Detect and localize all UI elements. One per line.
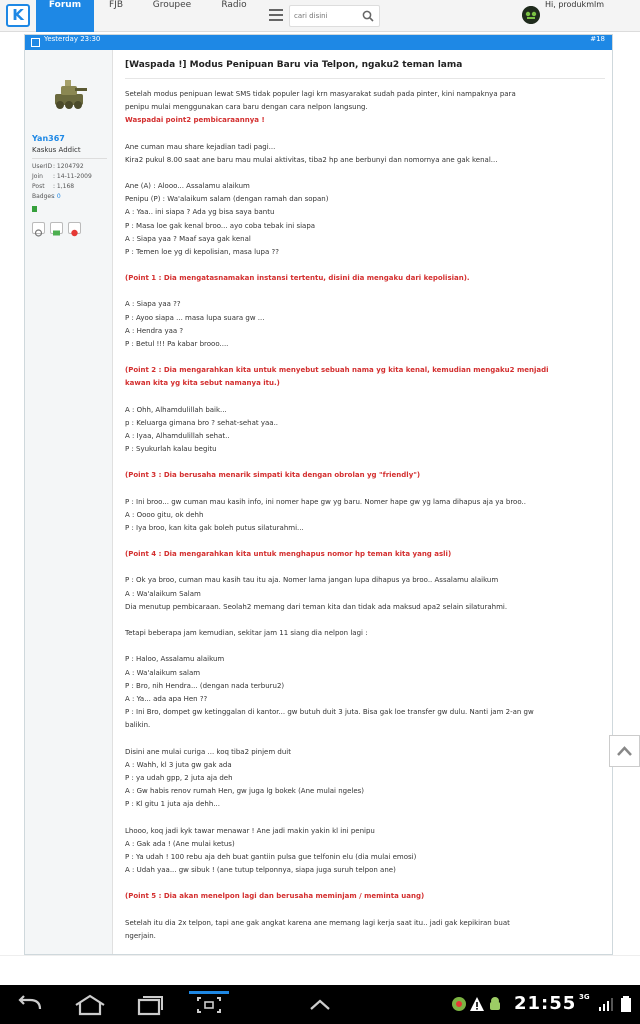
post-line: A : Siapa yaa ? Maaf saya gak kenal [125, 234, 251, 243]
post-title: [Waspada !] Modus Penipuan Baru via Telpon, ngaku2 teman lama [125, 60, 463, 70]
tab-radio[interactable]: Radio [221, 0, 247, 10]
post-line: A : Gw habis renov rumah Hen, gw juga lg bokek (Ane mulai ngeles) [125, 787, 365, 796]
menu-list-icon[interactable] [266, 6, 286, 24]
top-nav-bar [0, 0, 640, 32]
tab-groupee[interactable]: Groupee [152, 0, 192, 10]
post-paragraph [125, 746, 603, 812]
search-input[interactable] [294, 9, 358, 23]
chevron-up-icon [610, 736, 639, 766]
user-rank: Kaskus Addict [32, 146, 81, 154]
signal-icon [598, 996, 614, 1012]
user-greeting[interactable]: Hi, produkmlm [545, 0, 604, 9]
post-line: Kira2 pukul 8.00 saat ane baru mau mulai aktivitas, tiba2 hp ane berbunyi dan nomornya ane gak kenal... [125, 155, 498, 164]
user-sidebar [25, 50, 113, 954]
warning-point [125, 548, 603, 561]
post-line: A : Wa'alaikum salam [125, 668, 201, 677]
post-line: Penipu (P) : Wa'alaikum salam (dengan ramah dan sopan) [125, 195, 329, 204]
post-line: A : Gak ada ! (Ane mulai ketus) [125, 839, 235, 848]
post-line: P : ya udah gpp, 2 juta aja deh [125, 773, 233, 782]
post-line: Setelah itu dia 2x telpon, tapi ane gak angkat karena ane memang lagi kerja saat itu.. jadi gak kepikiran buat [125, 918, 510, 927]
post-line: penipu mulai menggunakan cara baru dengan cara nelpon langsung. [125, 103, 368, 112]
post-line: A : Siapa yaa ?? [125, 300, 181, 309]
post-header [25, 35, 612, 50]
post-line: balikin. [125, 721, 151, 730]
post-line: Lhooo, koq jadi kyk tawar menawar ! Ane jadi makin yakin kl ini penipu [125, 826, 375, 835]
status-clock: 21:55 [514, 993, 577, 1014]
post-line: P : Ya udah ! 100 rebu aja deh buat gantiin pulsa gue telfonin elu (dia mulai emosi) [125, 852, 417, 861]
warning-point [125, 364, 603, 390]
post-line: ngerjain. [125, 931, 156, 940]
post-line: (Point 3 : Dia berusaha menarik simpati kita dengan obrolan yg "friendly") [125, 471, 421, 480]
post-paragraph [125, 114, 603, 127]
post-paragraph [125, 180, 603, 259]
post-line: (Point 1 : Dia mengatasnamakan instansi tertentu, disini dia mengaku dari kepolisian). [125, 274, 470, 283]
post-timestamp: Yesterday 23:30 [44, 35, 101, 43]
post-line: P : Ini broo... gw cuman mau kasih info, ini nomer hape gw yg baru. Nomer hape gw yg lama dihapus aja ya broo.. [125, 497, 526, 506]
warning-icon [469, 996, 485, 1012]
post-paragraph [125, 825, 603, 878]
post-paragraph [125, 88, 603, 114]
android-icon [487, 996, 503, 1012]
app-notification-icon [451, 996, 467, 1012]
post-line: Ane cuman mau share kejadian tadi pagi... [125, 142, 276, 151]
screenshot-icon[interactable] [189, 991, 229, 1019]
title-divider [125, 78, 605, 79]
post-line: P : Haloo, Assalamu alaikum [125, 655, 225, 664]
post-line: p : Keluarga gimana bro ? sehat-sehat yaa.. [125, 418, 279, 427]
post-paragraph [125, 404, 603, 457]
search-box [289, 5, 380, 27]
post-line: (Point 5 : Dia akan menelpon lagi dan berusaha meminjam / meminta uang) [125, 892, 425, 901]
post-line: A : Iyaa, Alhamdulillah sehat.. [125, 432, 230, 441]
post-line: P : Temen loe yg di kepolisian, masa lupa ?? [125, 248, 279, 257]
post-body [125, 88, 603, 956]
username-link[interactable]: Yan367 [32, 134, 65, 143]
post-line: A : Wahh, kl 3 juta gw gak ada [125, 760, 232, 769]
post-line: P : Ayoo siapa ... masa lupa suara gw ... [125, 313, 265, 322]
post-line: Setelah modus penipuan lewat SMS tidak populer lagi krn masyarakat sudah pada pinter, kini nampaknya para [125, 90, 516, 98]
post-line: P : Masa loe gak kenal broo... ayo coba tebak ini siapa [125, 221, 316, 230]
post-line: P : Ini Bro, dompet gw ketinggalan di kantor... gw butuh duit 3 juta. Bisa gak loe transfer gw dulu. Nanti jam 2-an gw [125, 708, 534, 717]
post-line: Waspadai point2 pembicaraannya ! [125, 116, 265, 125]
user-avatar-tank-icon[interactable] [49, 74, 89, 114]
chevron-up-menu-icon[interactable] [300, 991, 340, 1019]
avatar-image-icon [522, 6, 540, 24]
post-line: A : Ya... ada apa Hen ?? [125, 694, 208, 703]
post-container [24, 34, 613, 955]
kaskus-logo[interactable]: K [6, 4, 30, 27]
post-number-link[interactable]: #18 [590, 35, 605, 43]
reputation-bar [32, 206, 37, 212]
system-navigation-bar [0, 985, 640, 1024]
scroll-to-top-button[interactable] [609, 735, 640, 767]
post-line: A : Udah yaa... gw sibuk ! (ane tutup telponnya, siapa juga suruh telpon ane) [125, 866, 396, 875]
tab-fjb[interactable]: FJB [108, 0, 123, 10]
post-line: (Point 2 : Dia mengarahkan kita untuk menyebut sebuah nama yg kita kenal, kemudian mengaku2 menjadi [125, 366, 549, 375]
post-line: P : Ok ya broo, cuman mau kasih tau itu aja. Nomer lama jangan lupa dihapus ya broo.. Assalamu alaikum [125, 576, 499, 585]
message-action-icon[interactable] [50, 222, 63, 234]
warning-point [125, 469, 603, 482]
post-line: P : Betul !!! Pa kabar brooo.... [125, 340, 229, 349]
user-info-list [32, 158, 107, 202]
user-info-row: Badges: 0 [32, 193, 61, 200]
post-line: Ane (A) : Alooo... Assalamu alaikum [125, 182, 250, 191]
post-line: P : Bro, nih Hendra... (dengan nada terburu2) [125, 681, 285, 690]
warning-point [125, 890, 603, 903]
post-paragraph [125, 653, 603, 732]
user-avatar[interactable] [522, 6, 540, 24]
post-paragraph [125, 574, 603, 614]
post-line: A : Oooo gitu, ok dehh [125, 510, 204, 519]
post-line: P : Kl gitu 1 juta aja dehh... [125, 800, 220, 809]
post-line: A : Wa'alaikum Salam [125, 589, 201, 598]
back-icon[interactable] [10, 991, 50, 1019]
post-line: Tetapi beberapa jam kemudian, sekitar jam 11 siang dia nelpon lagi : [125, 629, 368, 638]
post-line: P : Iya broo, kan kita gak boleh putus silaturahmi... [125, 524, 304, 533]
post-paragraph [125, 141, 603, 167]
post-line: Disini ane mulai curiga ... koq tiba2 pinjem duit [125, 747, 291, 756]
post-line: (Point 4 : Dia mengarahkan kita untuk menghapus nomor hp teman kita yang asli) [125, 550, 452, 559]
select-post-checkbox[interactable] [31, 38, 40, 47]
post-paragraph [125, 917, 603, 943]
page-footer-space [0, 955, 640, 985]
post-line: A : Yaa.. ini siapa ? Ada yg bisa saya bantu [125, 208, 275, 217]
warning-point [125, 272, 603, 285]
home-icon[interactable] [70, 991, 110, 1019]
post-line: kawan kita yg kita sebut namanya itu.) [125, 379, 280, 388]
post-line: A : Hendra yaa ? [125, 326, 184, 335]
post-paragraph [125, 627, 603, 640]
user-info-row: Post : 1,168 [32, 183, 75, 190]
post-paragraph [125, 298, 603, 351]
post-paragraph [125, 496, 603, 536]
recent-apps-icon[interactable] [130, 991, 170, 1019]
report-action-icon[interactable] [68, 222, 81, 234]
user-info-row: Join : 14-11-2009 [32, 173, 92, 180]
post-line: Dia menutup pembicaraan. Seolah2 memang dari teman kita dan tidak ada maksud apa2 selain silaturahmi. [125, 602, 508, 611]
post-line: A : Ohh, Alhamdulillah baik... [125, 405, 227, 414]
network-type: 3G [579, 993, 590, 1001]
profile-action-icon[interactable] [32, 222, 45, 234]
tab-forum[interactable]: Forum [36, 0, 94, 32]
post-line: P : Syukurlah kalau begitu [125, 445, 217, 454]
search-icon[interactable] [362, 10, 374, 22]
battery-icon [620, 996, 632, 1012]
user-info-row: UserID: 1204792 [32, 163, 84, 170]
